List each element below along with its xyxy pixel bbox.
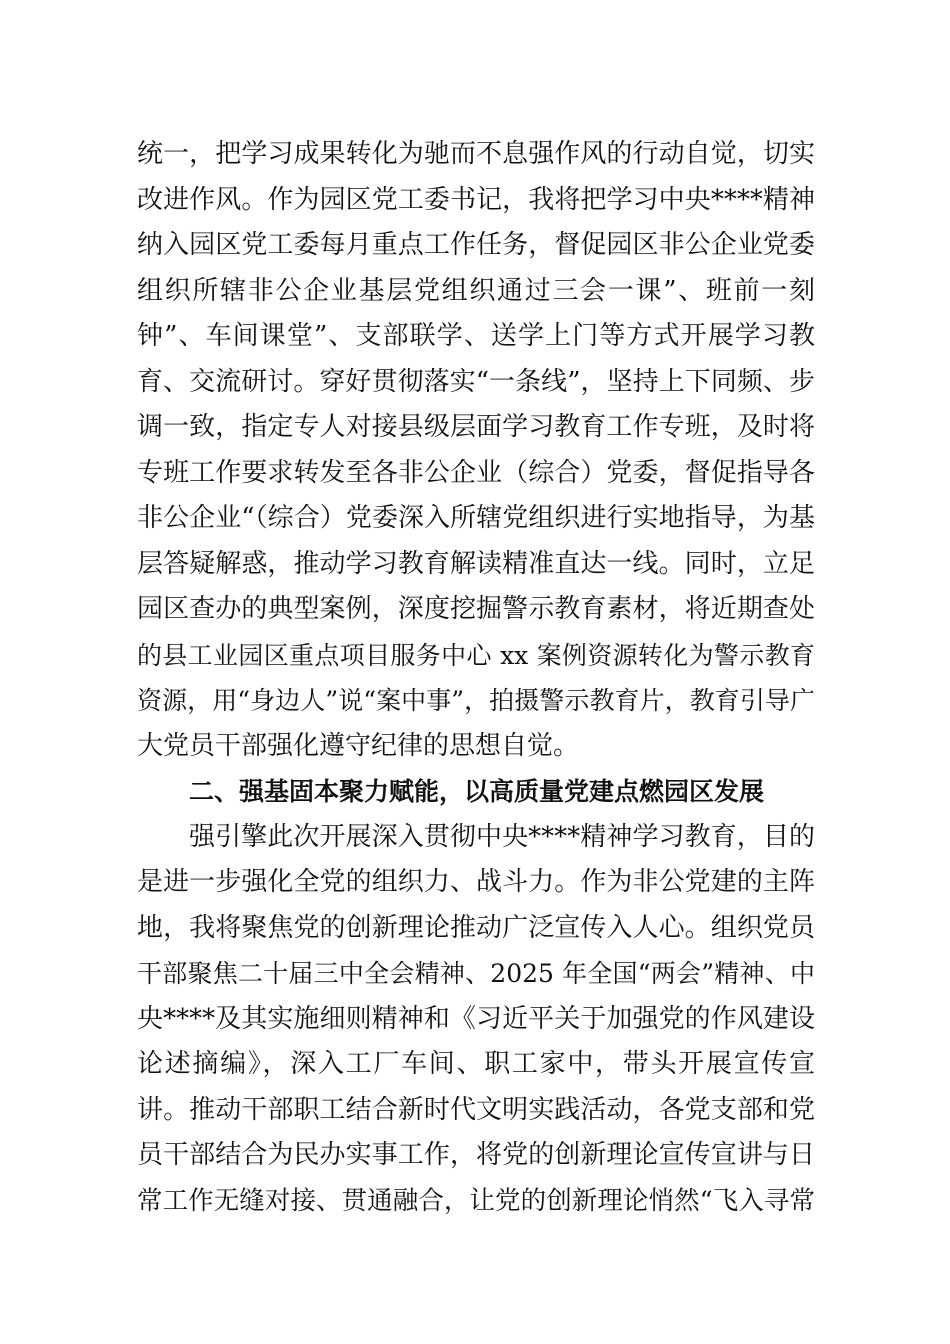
text-line: 地，我将聚焦党的创新理论推动广泛宣传入人心。组织党员 [137, 912, 815, 943]
text-line: 调一致，指定专人对接县级层面学习教育工作专班，及时将 [137, 412, 815, 442]
text-line: 强引擎此次开展深入贯彻中央****精神学习教育，目的 [189, 821, 815, 852]
text-line: 非公企业“（综合）党委深入所辖党组织进行实地指导，为基 [137, 503, 815, 533]
text-line: 论述摘编》，深入工厂车间、职工家中，带头开展宣传宣 [137, 1049, 815, 1079]
paragraph-2 [137, 815, 815, 1225]
text-line: 资源，用“身边人”说“案中事”，拍摄警示教育片，教育引导广 [137, 686, 815, 715]
text-line: 员干部结合为民办实事工作，将党的创新理论宣传宣讲与日 [137, 1140, 815, 1170]
text-line: 大党员干部强化遵守纪律的思想自觉。 [137, 730, 580, 761]
text-line: 央****及其实施细则精神和《习近平关于加强党的作风建设 [137, 1003, 815, 1034]
text-line: 层答疑解惑，推动学习教育解读精准直达一线。同时，立足 [137, 548, 815, 579]
text-line: 干部聚焦二十届三中全会精神、2025 年全国“两会”精神、中 [137, 959, 815, 988]
section-heading: 二、强基固本聚力赋能，以高质量党建点燃园区发展 [189, 777, 765, 806]
document-body [137, 132, 815, 1224]
text-line: 常工作无缝对接、贯通融合，让党的创新理论悄然“飞入寻常 [137, 1185, 815, 1216]
text-line: 统一，把学习成果转化为驰而不息强作风的行动自觉，切实 [137, 139, 815, 169]
text-line: 是进一步强化全党的组织力、战斗力。作为非公党建的主阵 [137, 867, 815, 897]
text-line: 讲。推动干部职工结合新时代文明实践活动，各党支部和党 [137, 1094, 815, 1125]
text-line: 专班工作要求转发至各非公企业（综合）党委，督促指导各 [137, 457, 815, 488]
text-line: 的县工业园区重点项目服务中心 xx 案例资源转化为警示教育 [137, 640, 815, 670]
text-line: 组织所辖非公企业基层党组织通过三会一课”、班前一刻 [137, 275, 815, 306]
text-line: 改进作风。作为园区党工委书记，我将把学习中央****精神 [137, 184, 815, 215]
text-line: 钟”、车间课堂”、支部联学、送学上门等方式开展学习教 [137, 321, 815, 351]
paragraph-1 [137, 132, 815, 769]
text-line: 纳入园区党工委每月重点工作任务，督促园区非公企业党委 [137, 230, 815, 260]
text-line: 育、交流研讨。穿好贯彻落实“一条线”，坚持上下同频、步 [137, 366, 815, 397]
text-line: 园区查办的典型案例，深度挖掘警示教育素材，将近期查处 [137, 594, 815, 624]
